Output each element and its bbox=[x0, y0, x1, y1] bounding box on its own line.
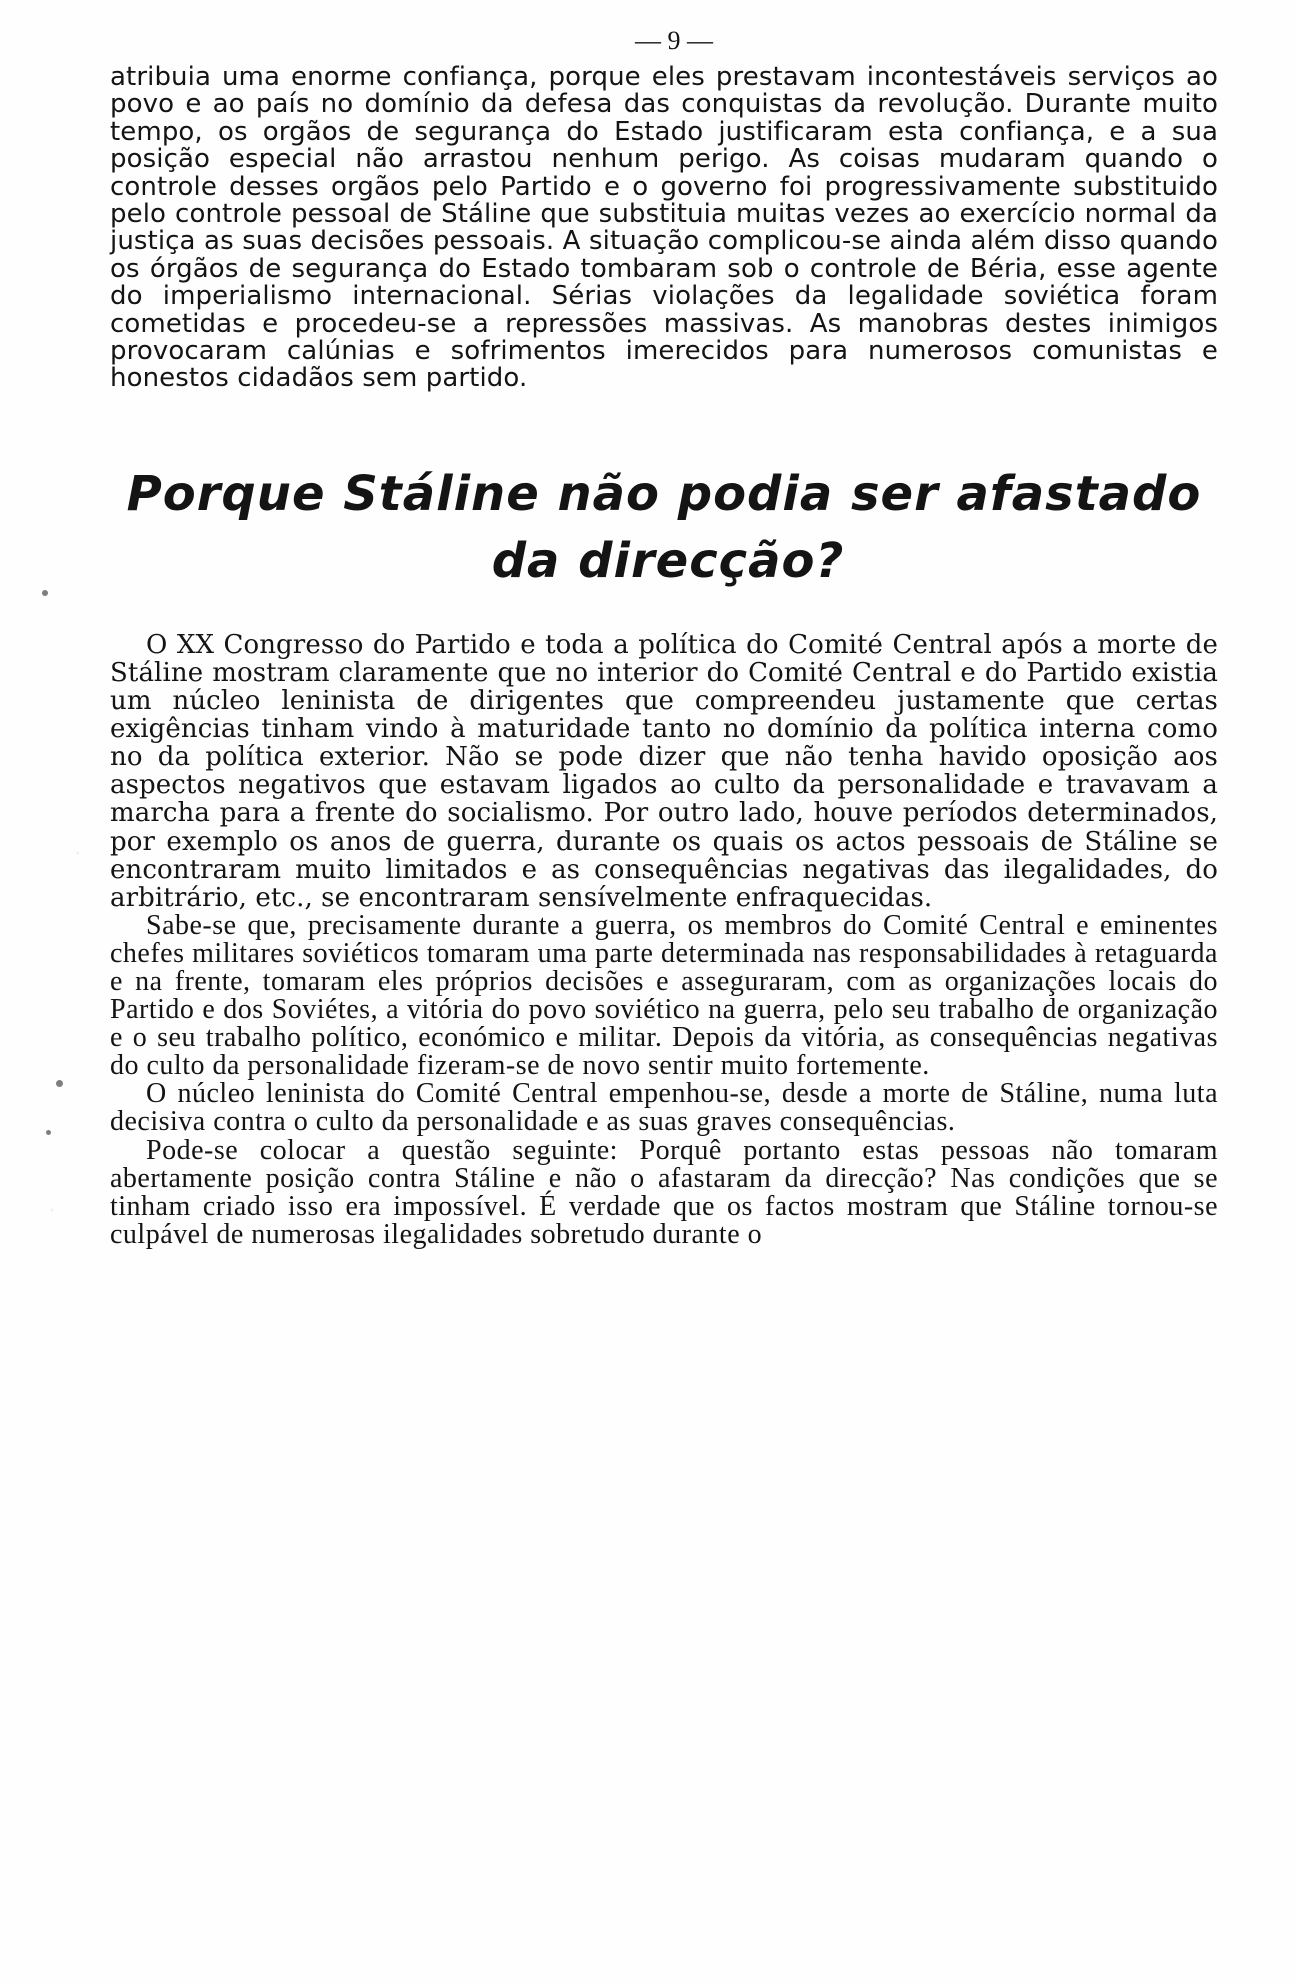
heading-line-2: da direcção? bbox=[491, 532, 845, 589]
paragraph-war-period: Sabe-se que, precisamente durante a guerra, os membros do Comité Central e eminentes chefes militares soviéticos tomaram uma parte determinada nas responsabilidades à retaguarda e na frente, tomaram eles próprios decisões e asseguraram, com as organizações locais do Partido e dos Soviétes, a vitória do povo soviético na guerra, pelo seu trabalho de organização e o seu trabalho político, económico e militar. Depois da vitória, as consequências negativas do culto da personalidade fizeram-se de novo sentir muito fortemente. bbox=[110, 909, 1218, 1082]
paragraph-leninist-nucleus: O núcleo leninista do Comité Central empenhou-se, desde a morte de Stáline, numa luta decisiva contra o culto da personalidade e as suas graves consequências. bbox=[110, 1078, 1218, 1138]
section-body bbox=[110, 631, 1218, 1249]
margin-ink-dot bbox=[56, 1080, 63, 1087]
paragraph-xx-congress: O XX Congresso do Partido e toda a política do Comité Central após a morte de Stáline mostram claramente que no interior do Comité Central e do Partido existia um núcleo leninista de dirigentes que compreendeu justamente que certas exigências tinham vindo à maturidade tanto no domínio da política interna como no da política exterior. Não se pode dizer que não tenha havido oposição aos aspectos negativos que estavam ligados ao culto da personalidade e travavam a marcha para a frente do socialismo. Por outro lado, houve períodos determinados, por exemplo os anos de guerra, durante os quais os actos pessoais de Stáline se encontraram muito limitados e as consequências negativas das ilegalidades, do arbitrário, etc., se encontraram sensívelmente enfraquecidas. bbox=[110, 629, 1218, 913]
margin-ink-dot bbox=[46, 1130, 51, 1135]
margin-ink-dot bbox=[42, 590, 48, 596]
section-heading bbox=[110, 461, 1218, 595]
paragraph-question: Pode-se colocar a questão seguinte: Porquê portanto estas pessoas não tomaram abertamente posição contra Stáline e não o afastaram da direcção? Nas condições que se tinham criado isso era impossível. É verdade que os factos mostram que Stáline tornou-se culpável de numerosas ilegalidades sobretudo durante o bbox=[110, 1134, 1218, 1250]
page-number: — 9 — bbox=[635, 26, 713, 55]
paragraph-intro: atribuia uma enorme confiança, porque eles prestavam incontestáveis serviços ao povo e ao país no domínio da defesa das conquistas da revolução. Durante muito tempo, os orgãos de segurança do Estado justificaram esta confiança, e a sua posição especial não arrastou nenhum perigo. As coisas mudaram quando o controle desses orgãos pelo Partido e o governo foi progressivamente substituido pelo controle pessoal de Stáline que substituia muitas vezes ao exercício normal da justiça as suas decisões pessoais. A situação complicou-se ainda além disso quando os órgãos de segurança do Estado tombaram sob o controle de Béria, esse agente do imperialismo internacional. Sérias violações da legalidade soviética foram cometidas e procedeu-se a repressões massivas. As manobras destes inimigos provocaram calúnias e sofrimentos imerecidos para numerosos comunistas e honestos cidadãos sem partido. bbox=[110, 62, 1218, 394]
heading-line-1: Porque Stáline não podia ser afastado bbox=[126, 465, 1202, 522]
